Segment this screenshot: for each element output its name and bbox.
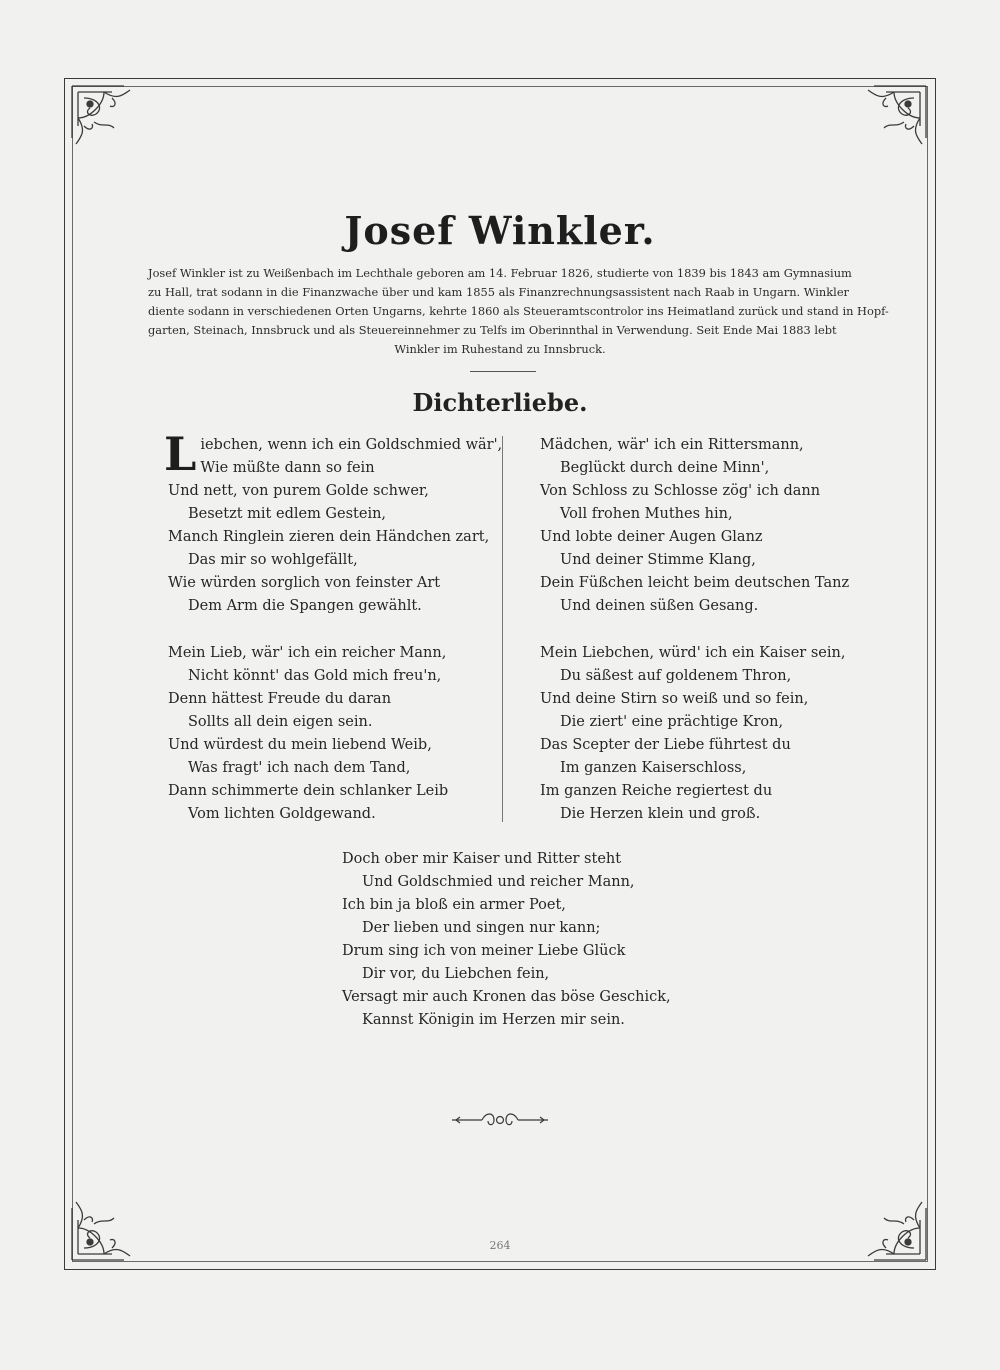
- poem-line: Dir vor, du Liebchen fein,: [362, 966, 550, 982]
- poem-line: Vom lichten Goldgewand.: [188, 806, 376, 822]
- poem-line: Drum sing ich von meiner Liebe Glück: [342, 943, 626, 959]
- poem-line: Und deine Stirn so weiß und so fein,: [540, 691, 809, 707]
- poem-line: Ich bin ja bloß ein armer Poet,: [342, 897, 566, 913]
- poem-line: Mein Lieb, wär' ich ein reicher Mann,: [168, 645, 447, 661]
- author-biography: [148, 264, 889, 359]
- page-number: 264: [489, 1239, 511, 1252]
- poem-line: Doch ober mir Kaiser und Ritter steht: [342, 851, 622, 867]
- scroll-ornament-icon: [448, 1108, 552, 1132]
- poem-line: Versagt mir auch Kronen das böse Geschick,: [342, 989, 671, 1005]
- poem-line: Nicht könnt' das Gold mich freu'n,: [188, 668, 442, 684]
- poem-line: Die ziert' eine prächtige Kron,: [560, 714, 784, 730]
- poem-line: Denn hättest Freude du daran: [168, 691, 392, 707]
- poem-line: Die Herzen klein und groß.: [560, 806, 761, 822]
- poem-line: Dann schimmerte dein schlanker Leib: [168, 783, 449, 799]
- poem-line: Im ganzen Kaiserschloss,: [560, 760, 747, 776]
- poem-line: Und deiner Stimme Klang,: [560, 552, 756, 568]
- poem-title: Dichterliebe.: [412, 388, 588, 417]
- poem-line: Sollts all dein eigen sein.: [188, 714, 373, 730]
- poem-line: Wie müßte dann so fein: [200, 460, 375, 476]
- stanza-4: [540, 642, 845, 826]
- drop-cap: L: [164, 427, 197, 481]
- poem-line: Im ganzen Reiche regiertest du: [540, 783, 773, 799]
- bio-line: Winkler im Ruhestand zu Innsbruck.: [394, 342, 606, 356]
- bio-line: Josef Winkler ist zu Weißenbach im Lechthale geboren am 14. Februar 1826, studierte von 1839 bis 1843 am Gymnasium: [148, 266, 852, 280]
- poem-line: Wie würden sorglich von feinster Art: [168, 575, 441, 591]
- poem-line: Voll frohen Muthes hin,: [560, 506, 733, 522]
- corner-flourish-icon: [64, 78, 184, 198]
- column-divider: [502, 436, 503, 822]
- poem-line: Kannst Königin im Herzen mir sein.: [362, 1012, 625, 1028]
- poem-line: Besetzt mit edlem Gestein,: [188, 506, 387, 522]
- poem-line: Das mir so wohlgefällt,: [188, 552, 358, 568]
- poem-line: Das Scepter der Liebe führtest du: [540, 737, 791, 753]
- poem-line: Dem Arm die Spangen gewählt.: [188, 598, 422, 614]
- poem-line: Du säßest auf goldenem Thron,: [560, 668, 792, 684]
- stanza-5: [342, 848, 671, 1032]
- section-divider: [470, 371, 536, 372]
- stanza-1: [164, 427, 503, 618]
- bio-line: diente sodann in verschiedenen Orten Ungarns, kehrte 1860 als Steueramtscontrolor ins Heimatland zurück und stand in Hopf-: [148, 304, 889, 318]
- poem-line: Dein Füßchen leicht beim deutschen Tanz: [540, 575, 850, 591]
- poem-line: iebchen, wenn ich ein Goldschmied wär',: [200, 437, 503, 453]
- bio-line: garten, Steinach, Innsbruck und als Steuereinnehmer zu Telfs im Oberinnthal in Verwendung. Seit Ende Mai 1883 lebt: [148, 323, 837, 337]
- stanza-3: [540, 434, 849, 618]
- poem-line: Und lobte deiner Augen Glanz: [540, 529, 763, 545]
- poem-line: Mein Liebchen, würd' ich ein Kaiser sein,: [540, 645, 846, 661]
- bio-line: zu Hall, trat sodann in die Finanzwache über und kam 1855 als Finanzrechnungsassistent nach Raab in Ungarn. Winkler: [148, 285, 850, 299]
- poem-line: Der lieben und singen nur kann;: [362, 920, 601, 936]
- poem-line: Mädchen, wär' ich ein Rittersmann,: [540, 437, 804, 453]
- poem-line: Und deinen süßen Gesang.: [560, 598, 759, 614]
- poem-line: Manch Ringlein zieren dein Händchen zart,: [168, 529, 490, 545]
- corner-flourish-icon: [814, 78, 934, 198]
- poem-line: Von Schloss zu Schlosse zög' ich dann: [540, 483, 821, 499]
- poem-line: Beglückt durch deine Minn',: [560, 460, 770, 476]
- poem-line: Und würdest du mein liebend Weib,: [168, 737, 432, 753]
- poem-line: Und nett, von purem Golde schwer,: [168, 483, 429, 499]
- stanza-2: [168, 642, 448, 826]
- poem-line: Und Goldschmied und reicher Mann,: [362, 874, 635, 890]
- author-title: Josef Winkler.: [344, 208, 656, 253]
- poem-line: Was fragt' ich nach dem Tand,: [188, 760, 411, 776]
